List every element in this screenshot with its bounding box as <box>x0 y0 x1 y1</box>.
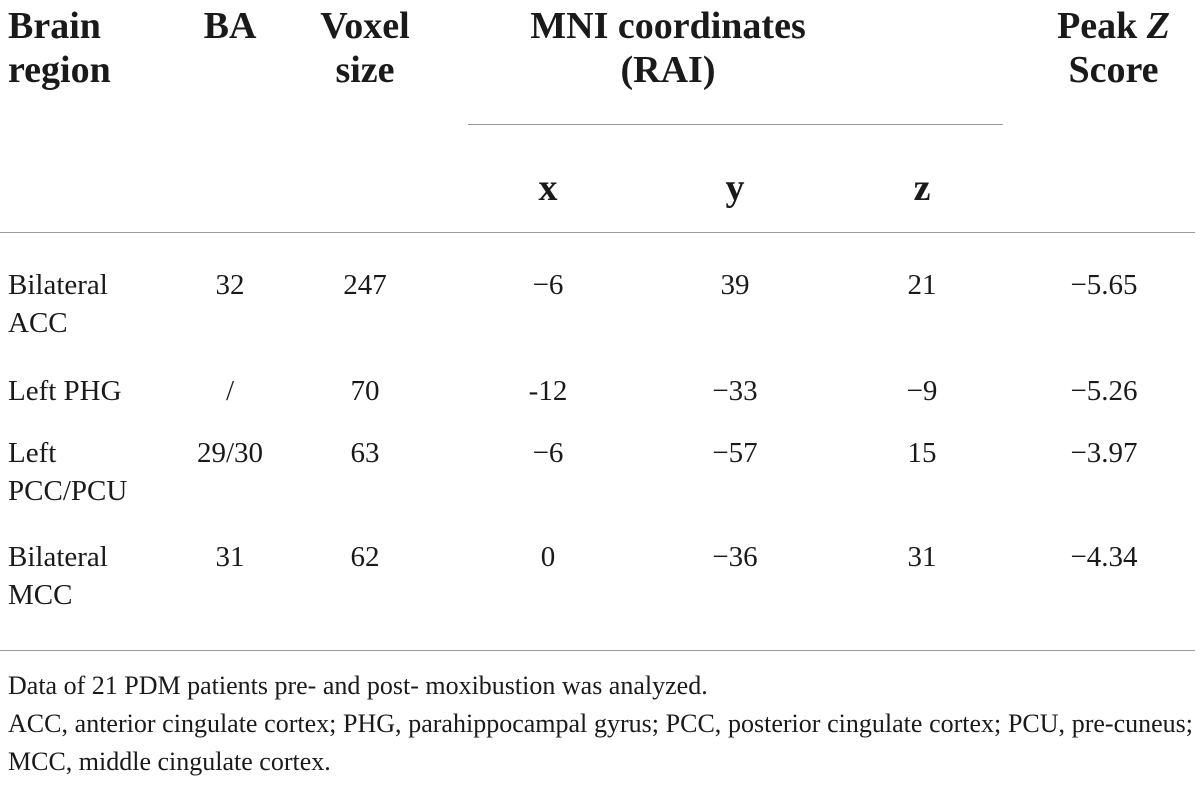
cell-x: −6 <box>532 437 564 469</box>
header-z: z <box>913 167 931 209</box>
cell-y: −57 <box>712 437 758 469</box>
cell-ba: / <box>225 375 235 407</box>
cell-z: 31 <box>907 541 937 573</box>
cell-ba: 32 <box>215 269 245 301</box>
header-mni-line2: (RAI) <box>620 49 716 91</box>
cell-peak-z: −5.65 <box>1070 269 1138 301</box>
header-brain-region-line2: region <box>8 49 111 91</box>
header-ba: BA <box>203 5 257 47</box>
header-peak-z-score <box>1057 4 1170 92</box>
header-brain-region-line1: Brain <box>8 5 101 47</box>
cell-ba: 31 <box>215 541 245 573</box>
cell-x: -12 <box>528 375 568 407</box>
cell-voxel: 70 <box>350 375 380 407</box>
cell-voxel: 62 <box>350 541 380 573</box>
cell-z: 21 <box>907 269 937 301</box>
cell-region-line2: ACC <box>8 307 68 339</box>
cell-peak-z: −5.26 <box>1070 375 1138 407</box>
header-mni-line1: MNI coordinates <box>530 5 806 47</box>
header-voxel-size-line1: Voxel <box>320 5 410 47</box>
header-voxel-size-line2: size <box>335 49 395 91</box>
cell-region <box>8 434 127 510</box>
cell-region-line1: Left <box>8 437 57 469</box>
header-peak-z-italic: Z <box>1146 5 1170 47</box>
header-peak-z-prefix: Peak <box>1057 5 1147 47</box>
header-brain-region <box>8 4 111 92</box>
cell-region <box>8 266 108 342</box>
cell-ba: 29/30 <box>196 437 264 469</box>
cell-peak-z: −3.97 <box>1070 437 1138 469</box>
cell-voxel: 63 <box>350 437 380 469</box>
cell-region-line1: Bilateral <box>8 269 108 301</box>
footnote-abbreviations: ACC, anterior cingulate cortex; PHG, parahippocampal gyrus; PCC, posterior cingulate cortex; PCU, pre-cuneus; MCC, middle cingulate cortex. <box>8 709 1193 776</box>
header-peak-z-line1 <box>1057 4 1170 48</box>
table-bottom-rule <box>0 650 1195 651</box>
cell-region <box>8 538 108 614</box>
cell-y: −36 <box>712 541 758 573</box>
cell-z: −9 <box>906 375 938 407</box>
header-x: x <box>538 167 558 209</box>
header-peak-z-line2: Score <box>1068 49 1159 91</box>
cell-y: −33 <box>712 375 758 407</box>
cell-y: 39 <box>720 269 750 301</box>
cell-voxel: 247 <box>343 269 387 301</box>
cell-peak-z: −4.34 <box>1070 541 1138 573</box>
cell-region-line1: Bilateral <box>8 541 108 573</box>
cell-region-line2: MCC <box>8 579 73 611</box>
header-y: y <box>725 167 745 209</box>
cell-region <box>8 372 122 410</box>
header-bottom-rule <box>0 232 1195 233</box>
header-voxel-size <box>320 4 409 92</box>
cell-x: −6 <box>532 269 564 301</box>
header-mni-coordinates <box>530 4 805 92</box>
cell-region-line2: PCC/PCU <box>8 475 128 507</box>
cell-z: 15 <box>907 437 937 469</box>
cell-region-line1: Left PHG <box>8 375 122 407</box>
mni-subheader-rule <box>468 124 1003 125</box>
cell-x: 0 <box>540 541 556 573</box>
footnote-data-description: Data of 21 PDM patients pre- and post- moxibustion was analyzed. <box>8 671 708 700</box>
